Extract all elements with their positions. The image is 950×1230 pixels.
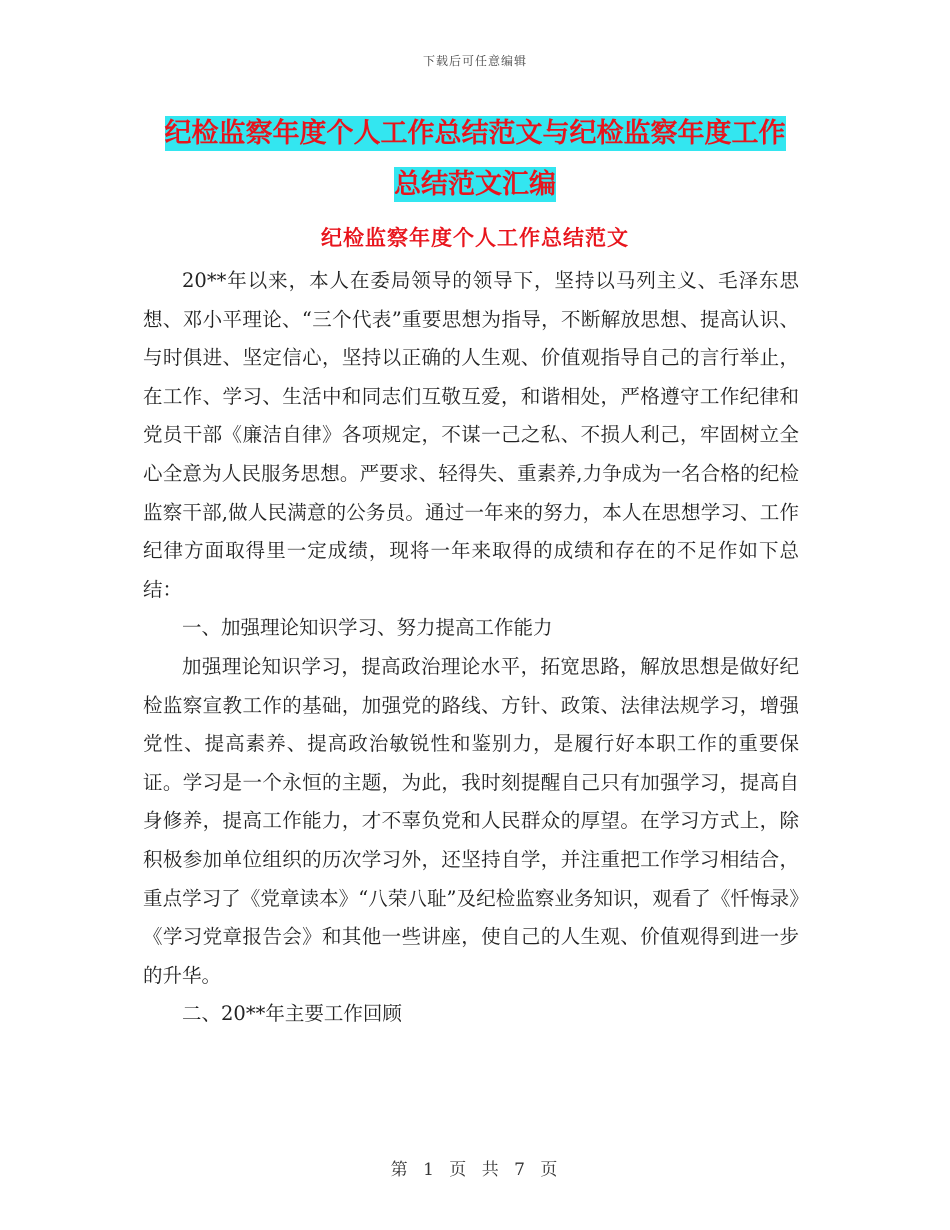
page-footer: 第 1 页 共 7 页 [390,1160,560,1180]
section-title: 纪检监察年度个人工作总结范文 [321,226,629,250]
header-note: 下载后可任意编辑 [422,54,527,68]
document-body [143,262,799,1034]
body-paragraph: 加强理论知识学习，提高政治理论水平，拓宽思路，解放思想是做好纪检监察宣教工作的基础，加强党的路线、方针、政策、法律法规学习，增强党性、提高素养、提高政治敏锐性和鉴别力，是履行好本职工作的重要保证。学习是一个永恒的主题，为此，我时刻提醒自己只有加强学习，提高自身修养，提高工作能力，才不辜负党和人民群众的厚望。在学习方式上，除积极参加单位组织的历次学习外，还坚持自学，并注重把工作学习相结合，重点学习了《党章读本》“八荣八耻”及纪检监察业务知识，观看了《忏悔录》《学习党章报告会》和其他一些讲座，使自己的人生观、价值观得到进一步的升华。 [143,654,799,987]
main-title-line-2: 总结范文汇编 [394,169,556,200]
main-title-line-1: 纪检监察年度个人工作总结范文与纪检监察年度工作 [164,118,786,149]
body-paragraph: 20**年以来，本人在委局领导的领导下，坚持以马列主义、毛泽东思想、邓小平理论、“三个代表”重要思想为指导，不断解放思想、提高认识、与时俱进、坚定信心，坚持以正确的人生观、价值观指导自己的言行举止，在工作、学习、生活中和同志们互敬互爱，和谐相处，严格遵守工作纪律和党员干部《廉洁自律》各项规定，不谋一己之私、不损人利己，牢固树立全心全意为人民服务思想。严要求、轻得失、重素养,力争成为一名合格的纪检监察干部,做人民满意的公务员。通过一年来的努力，本人在思想学习、工作纪律方面取得里一定成绩，现将一年来取得的成绩和存在的不足作如下总结： [143,269,799,601]
subheading-2: 二、20**年主要工作回顾 [182,1002,402,1026]
subheading-1: 一、加强理论知识学习、努力提高工作能力 [182,616,553,640]
document-main-title [100,108,850,210]
